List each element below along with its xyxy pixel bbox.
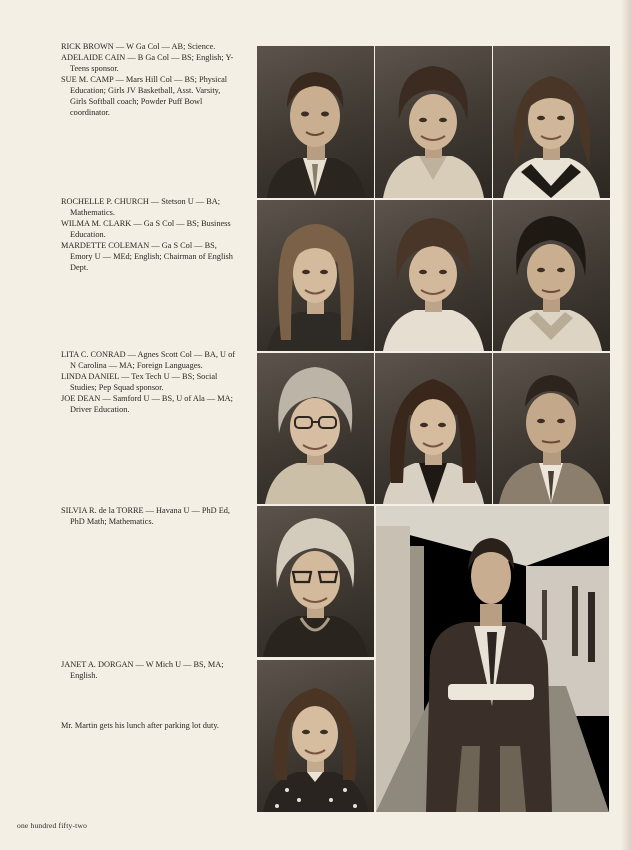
portrait-adelaide-cain — [375, 46, 492, 198]
bio-group-5 — [61, 659, 236, 681]
bio-entry-lita-conrad: LITA C. CONRAD — Agnes Scott Col — BA, U of N Carolina — MA; Foreign Languages. — [61, 350, 236, 370]
portrait-rick-brown — [257, 46, 374, 198]
bio-entry-sue-camp: SUE M. CAMP — Mars Hill Col — BS; Physical Education; Girls JV Basketball, Asst. Varsity, Girls Softball coach; Powder Puff Bowl coordinator. — [61, 75, 228, 117]
photo-caption: Mr. Martin gets his lunch after parking lot duty. — [61, 721, 219, 730]
portrait-janet-dorgan — [257, 660, 374, 812]
bio-entry-joe-dean: JOE DEAN — Samford U — BS, U of Ala — MA; Driver Education. — [61, 394, 233, 414]
bio-group-1 — [61, 41, 236, 118]
page-edge-shadow — [621, 0, 631, 850]
bio-group-3 — [61, 349, 236, 415]
portrait-joe-dean — [493, 353, 610, 504]
bio-entry-silvia-de-la-torre: SILVIA R. de la TORRE — Havana U — PhD Ed, PhD Math; Mathematics. — [61, 506, 231, 526]
bio-entry-linda-daniel: LINDA DANIEL — Tex Tech U — BS; Social Studies; Pep Squad sponsor. — [61, 372, 218, 392]
portrait-silvia-de-la-torre — [257, 506, 374, 657]
bio-entry-rochelle-church: ROCHELLE P. CHURCH — Stetson U — BA; Mathematics. — [61, 197, 221, 217]
bio-group-4 — [61, 505, 236, 527]
portrait-lita-conrad — [257, 353, 374, 504]
portrait-linda-daniel — [375, 353, 492, 504]
bio-entry-janet-dorgan: JANET A. DORGAN — W Mich U — BS, MA; English. — [61, 660, 224, 680]
bio-entry-rick-brown: RICK BROWN — W Ga Col — AB; Science. — [61, 42, 216, 51]
portrait-rochelle-church — [257, 200, 374, 351]
bio-entry-mardette-coleman: MARDETTE COLEMAN — Ga S Col — BS, Emory U — MEd; English; Chairman of English Dept. — [61, 241, 233, 272]
bio-entry-wilma-clark: WILMA M. CLARK — Ga S Col — BS; Business Education. — [61, 219, 231, 239]
bio-group-2 — [61, 196, 236, 273]
page-number: one hundred fifty-two — [17, 821, 88, 830]
portrait-wilma-clark — [375, 200, 492, 351]
candid-photo-mr-martin — [376, 506, 609, 812]
bio-entry-adelaide-cain: ADELAIDE CAIN — B Ga Col — BS; English; Y-Teens sponsor. — [61, 53, 234, 73]
portrait-mardette-coleman — [493, 200, 610, 351]
portrait-sue-camp — [493, 46, 610, 198]
